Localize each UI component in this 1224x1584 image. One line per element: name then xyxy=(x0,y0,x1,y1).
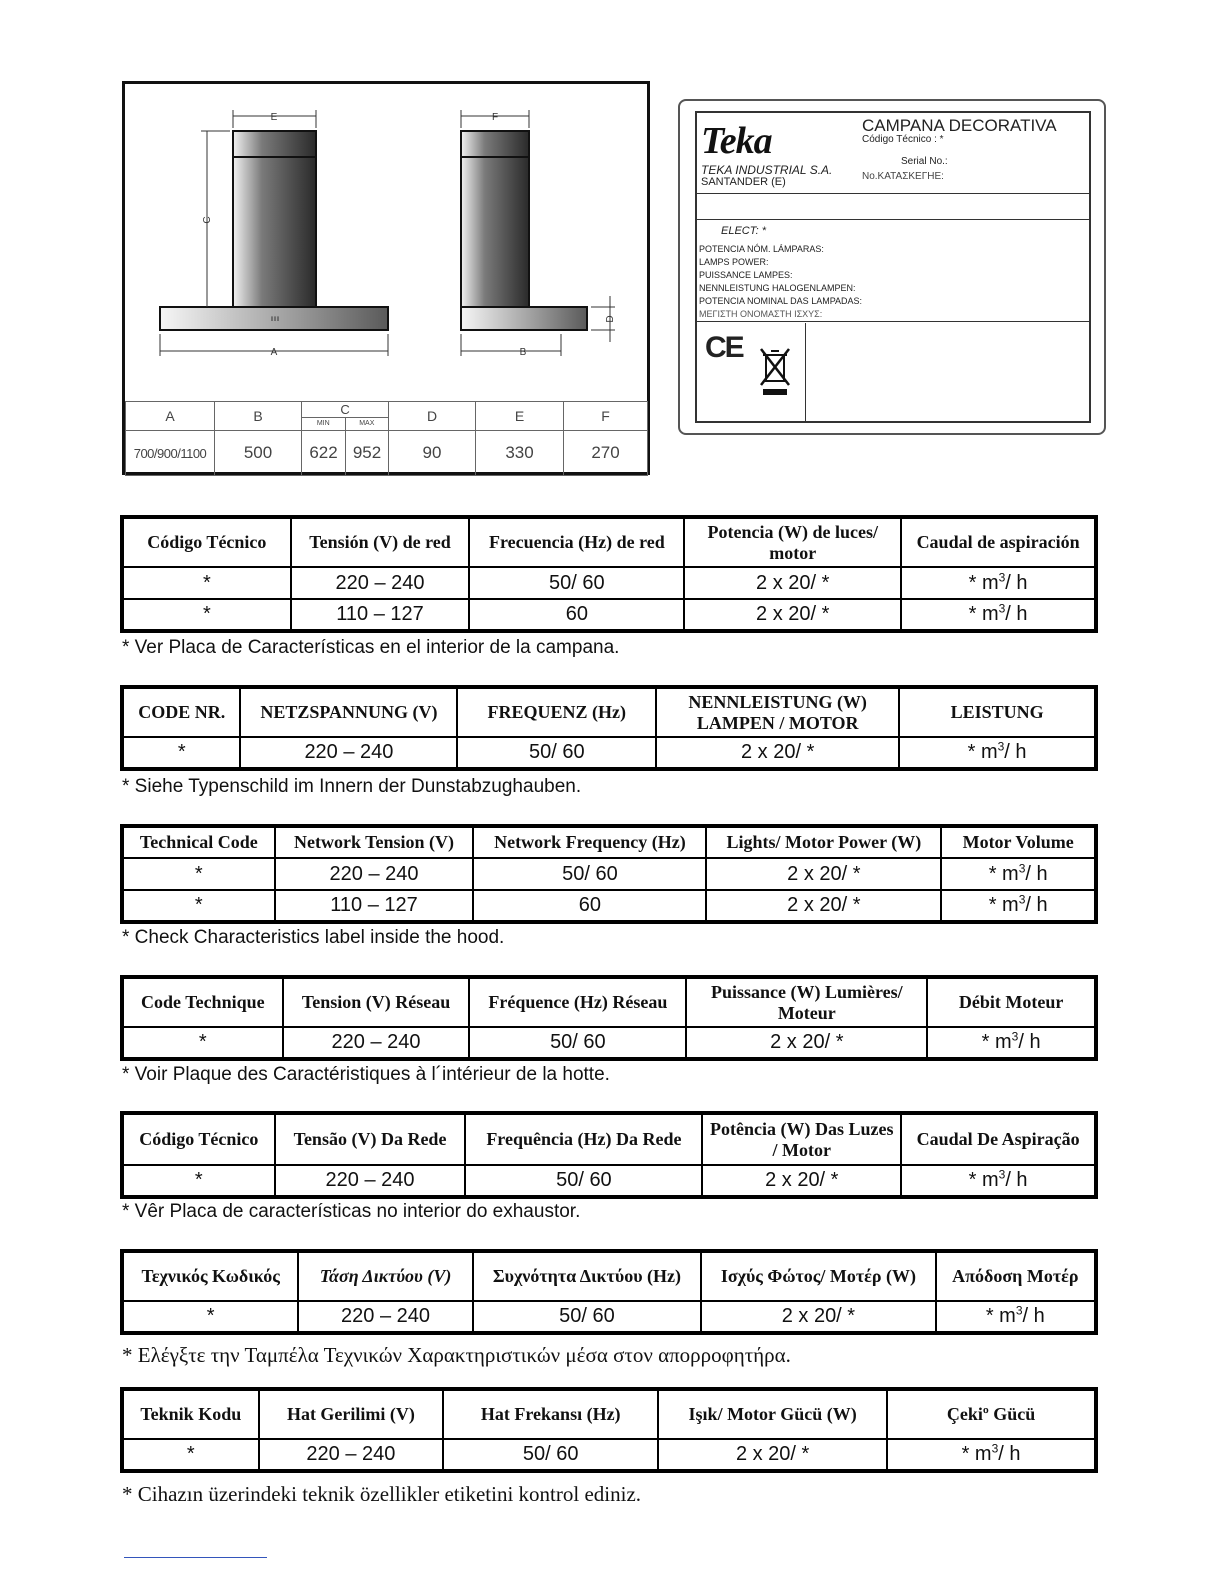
spec-cell: 220 – 240 xyxy=(240,737,457,769)
plate-blank-row xyxy=(697,193,1089,220)
ce-mark-icon: CE xyxy=(705,331,743,364)
spec-header: Hat Frekansı (Hz) xyxy=(443,1389,658,1439)
spec-header: FREQUENZ (Hz) xyxy=(457,687,656,737)
spec-table-fr xyxy=(120,975,1098,1061)
plate-title: CAMPANA DECORATIVA xyxy=(862,116,1057,135)
rating-plate-inner xyxy=(695,111,1091,423)
plate-codigo: Código Técnico : * xyxy=(862,134,944,145)
spec-cell: 110 – 127 xyxy=(291,599,470,631)
dim-label-e: E xyxy=(270,112,278,123)
spec-cell: 2 x 20/ * xyxy=(686,1027,927,1059)
dim-label-a: A xyxy=(270,347,278,358)
spec-header: Tensión (V) de red xyxy=(291,517,470,567)
spec-header: CODE NR. xyxy=(122,687,240,737)
footnote-separator xyxy=(124,1557,267,1558)
spec-cell: * xyxy=(122,1165,275,1197)
dim-value-f: 270 xyxy=(564,431,648,476)
dim-header-c-min: MIN xyxy=(302,418,346,430)
spec-header: Caudal De Aspiração xyxy=(901,1113,1096,1165)
spec-cell: * xyxy=(122,1301,298,1333)
plate-symbol-divider xyxy=(805,323,806,421)
dim-value-d: 90 xyxy=(389,431,476,476)
spec-header: Çekiº Gücü xyxy=(887,1389,1096,1439)
spec-header: Potencia (W) de luces/ motor xyxy=(684,517,901,567)
spec-cell: 50/ 60 xyxy=(457,737,656,769)
dim-value-c-min: 622 xyxy=(302,431,346,476)
spec-cell: 220 – 240 xyxy=(275,1165,466,1197)
spec-header: Potência (W) Das Luzes / Motor xyxy=(702,1113,901,1165)
spec-cell: 50/ 60 xyxy=(473,1301,701,1333)
spec-note-de: * Siehe Typenschild im Innern der Dunstabzughauben. xyxy=(122,776,582,797)
spec-header: Puissance (W) Lumières/ Moteur xyxy=(686,977,927,1027)
dim-label-f: F xyxy=(491,112,499,123)
rating-plate xyxy=(678,99,1106,435)
plate-serial: Serial No.: xyxy=(901,156,948,167)
plate-elect: ELECT: * xyxy=(721,225,767,237)
spec-cell: 2 x 20/ * xyxy=(658,1439,887,1471)
spec-table-tr xyxy=(120,1387,1098,1473)
dimension-table xyxy=(125,401,648,476)
spec-cell-flow: * $m^3/$ h xyxy=(901,599,1096,631)
spec-header: Technical Code xyxy=(122,826,275,858)
spec-cell: * xyxy=(122,599,291,631)
spec-table-de xyxy=(120,685,1098,771)
spec-header: Fréquence (Hz) Réseau xyxy=(469,977,686,1027)
plate-power-line: NENNLEISTUNG HALOGENLAMPEN: xyxy=(699,283,856,293)
spec-cell: 60 xyxy=(473,890,706,922)
spec-cell: 220 – 240 xyxy=(291,567,470,599)
spec-cell: * xyxy=(122,1027,283,1059)
spec-cell: 2 x 20/ * xyxy=(702,1165,901,1197)
plate-power-line: POTENCIA NOMINAL DAS LAMPADAS: xyxy=(699,296,863,306)
plate-power-line: POTENCIA NÓM. LÁMPARAS: xyxy=(699,244,824,254)
spec-cell: * xyxy=(122,1439,259,1471)
spec-cell: 50/ 60 xyxy=(465,1165,702,1197)
plate-power-line: PUISSANCE LAMPES: xyxy=(699,270,793,280)
spec-header: Network Frequency (Hz) xyxy=(473,826,706,858)
dim-header-c xyxy=(302,402,389,431)
spec-header: Teknik Kodu xyxy=(122,1389,259,1439)
side-view xyxy=(461,110,616,358)
dim-value-c-max: 952 xyxy=(346,431,389,476)
spec-cell: * xyxy=(122,890,275,922)
spec-header: Işık/ Motor Gücü (W) xyxy=(658,1389,887,1439)
dim-label-b: B xyxy=(519,347,527,358)
plate-company: TEKA INDUSTRIAL S.A. xyxy=(701,163,833,177)
svg-text:ꟾꟾꟾꟾꟾꟾ: ꟾꟾꟾꟾꟾꟾ xyxy=(270,317,280,323)
spec-cell: 50/ 60 xyxy=(469,567,684,599)
spec-cell-flow: * $m^3/$ h xyxy=(899,737,1096,769)
dim-value-b: 500 xyxy=(215,431,302,476)
hood-dimension-drawing xyxy=(125,84,647,400)
dim-header-f: F xyxy=(564,402,648,431)
spec-cell: * xyxy=(122,858,275,890)
plate-serial-gr: No.ΚΑΤΑΣΚΕΓΗΕ: xyxy=(862,171,944,182)
dim-header-c-label: C xyxy=(340,402,350,417)
dim-header-d: D xyxy=(389,402,476,431)
spec-header: NENNLEISTUNG (W) LAMPEN / MOTOR xyxy=(656,687,899,737)
dim-header-a: A xyxy=(126,402,215,431)
spec-cell: 220 – 240 xyxy=(259,1439,444,1471)
spec-note-tr: * Cihazın üzerindeki teknik özellikler etiketini kontrol ediniz. xyxy=(122,1482,642,1506)
spec-cell-flow: * $m^3/$ h xyxy=(887,1439,1096,1471)
spec-cell: 2 x 20/ * xyxy=(656,737,899,769)
spec-cell: 2 x 20/ * xyxy=(706,858,941,890)
spec-cell: 220 – 240 xyxy=(298,1301,472,1333)
plate-power-line: ΜΕΓΙΣΤΗ ΟΝΟΜΑΣΤΗ ΙΣΧΥΣ: xyxy=(699,309,823,319)
spec-cell-flow: * $m^3/$ h xyxy=(901,567,1096,599)
teka-logo: Teka xyxy=(701,120,772,162)
spec-header: Απόδοση Μοτέρ xyxy=(936,1251,1096,1301)
weee-bin-icon xyxy=(757,347,793,397)
spec-table-es xyxy=(120,515,1098,633)
plate-city: SANTANDER (E) xyxy=(701,176,786,188)
spec-cell-flow: * $m^3/$ h xyxy=(901,1165,1096,1197)
spec-table-pt xyxy=(120,1111,1098,1199)
spec-header: Frequência (Hz) Da Rede xyxy=(465,1113,702,1165)
spec-cell-flow: * $m^3/$ h xyxy=(941,858,1096,890)
spec-header: Code Technique xyxy=(122,977,283,1027)
spec-note-es: * Ver Placa de Características en el interior de la campana. xyxy=(122,637,620,658)
front-view xyxy=(160,110,388,358)
spec-header: Motor Volume xyxy=(941,826,1096,858)
spec-cell-flow: * $m^3/$ h xyxy=(927,1027,1096,1059)
spec-cell: 2 x 20/ * xyxy=(684,599,901,631)
spec-table-el xyxy=(120,1249,1098,1335)
spec-header: Tension (V) Réseau xyxy=(283,977,470,1027)
dim-label-c: C xyxy=(202,216,213,224)
spec-header: Network Tension (V) xyxy=(275,826,474,858)
dimension-drawing-panel xyxy=(122,81,650,475)
spec-note-pt: * Vêr Placa de características no interior do exhaustor. xyxy=(122,1201,581,1222)
spec-cell: 220 – 240 xyxy=(283,1027,470,1059)
spec-header: NETZSPANNUNG (V) xyxy=(240,687,457,737)
dim-value-e: 330 xyxy=(476,431,564,476)
dim-header-c-max: MAX xyxy=(359,420,375,427)
spec-cell: 50/ 60 xyxy=(443,1439,658,1471)
spec-cell: 220 – 240 xyxy=(275,858,474,890)
plate-power-lines xyxy=(699,243,862,321)
spec-header: Código Técnico xyxy=(122,517,291,567)
spec-note-fr: * Voir Plaque des Caractéristiques à l´intérieur de la hotte. xyxy=(122,1064,610,1085)
spec-header: Hat Gerilimi (V) xyxy=(259,1389,444,1439)
spec-cell: 110 – 127 xyxy=(275,890,474,922)
dim-value-a: 700/900/1100 xyxy=(126,431,215,476)
dim-header-b: B xyxy=(215,402,302,431)
plate-power-line: LAMPS POWER: xyxy=(699,257,769,267)
spec-header: LEISTUNG xyxy=(899,687,1096,737)
spec-cell: * xyxy=(122,737,240,769)
spec-header: Código Técnico xyxy=(122,1113,275,1165)
spec-cell: * xyxy=(122,567,291,599)
spec-header: Caudal de aspiración xyxy=(901,517,1096,567)
spec-note-el: * Ελέγξτε την Ταμπέλα Τεχνικών Χαρακτηριστικών μέσα στον απορροφητήρα. xyxy=(122,1343,791,1367)
spec-cell: 2 x 20/ * xyxy=(701,1301,935,1333)
spec-header: Τάση Δικτύου (V) xyxy=(298,1251,472,1301)
spec-header: Τεχνικός Κωδικός xyxy=(122,1251,298,1301)
dim-label-d: D xyxy=(605,315,616,323)
spec-header: Συχνότητα Δικτύου (Hz) xyxy=(473,1251,701,1301)
spec-header: Tensão (V) Da Rede xyxy=(275,1113,466,1165)
dim-header-e: E xyxy=(476,402,564,431)
spec-cell-flow: * $m^3/$ h xyxy=(941,890,1096,922)
spec-cell: 2 x 20/ * xyxy=(684,567,901,599)
spec-header: Ισχύς Φώτος/ Μοτέρ (W) xyxy=(701,1251,935,1301)
spec-table-en xyxy=(120,824,1098,924)
spec-header: Débit Moteur xyxy=(927,977,1096,1027)
spec-header: Frecuencia (Hz) de red xyxy=(469,517,684,567)
spec-cell: 50/ 60 xyxy=(473,858,706,890)
spec-cell: 60 xyxy=(469,599,684,631)
spec-note-en: * Check Characteristics label inside the hood. xyxy=(122,927,505,948)
spec-cell-flow: * $m^3/$ h xyxy=(936,1301,1096,1333)
spec-header: Lights/ Motor Power (W) xyxy=(706,826,941,858)
spec-cell: 2 x 20/ * xyxy=(706,890,941,922)
spec-cell: 50/ 60 xyxy=(469,1027,686,1059)
